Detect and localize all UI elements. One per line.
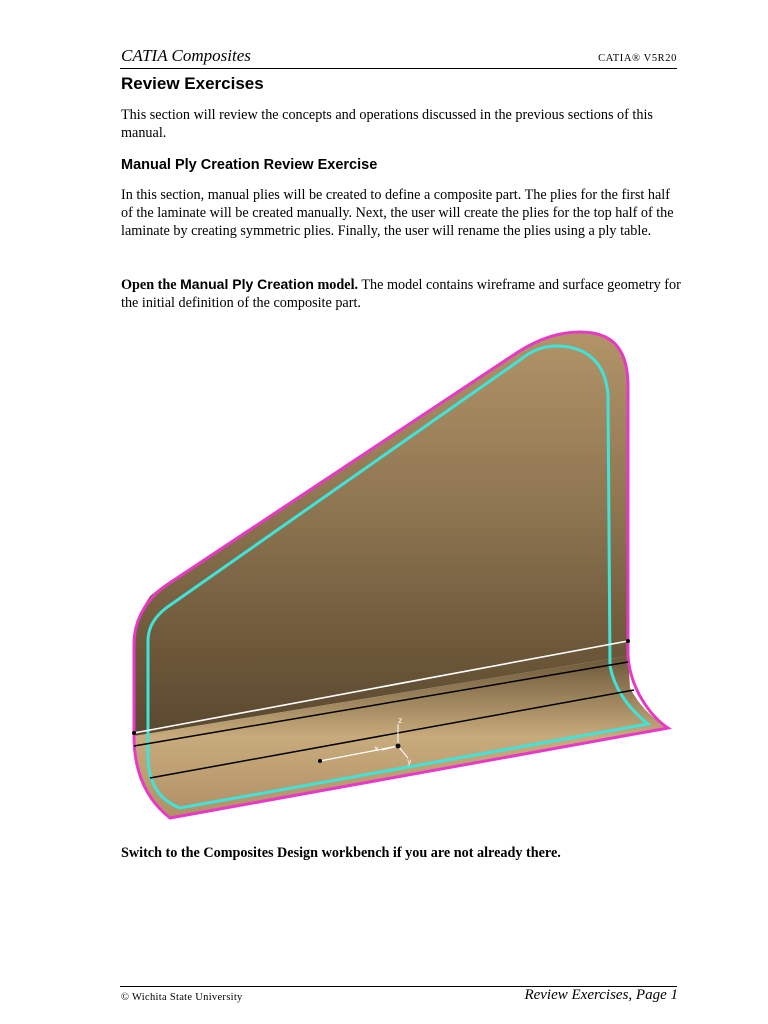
line-endpoint <box>132 731 136 735</box>
open-prefix: Open the <box>121 277 181 293</box>
model-name: Manual Ply Creation <box>180 276 314 292</box>
header-title: CATIA Composites <box>121 46 251 65</box>
axis-label-x: x <box>374 744 379 753</box>
subsection-title: Manual Ply Creation Review Exercise <box>121 157 378 173</box>
composite-part-figure <box>120 326 680 826</box>
open-suffix: model. <box>313 277 359 293</box>
footer-page: Review Exercises, Page 1 <box>524 987 678 1003</box>
body-paragraph: In this section, manual plies will be created to define a composite part. The plies for the first half of the laminate will be created manually. Next, the user will create the plies for the top half of the laminate by creating symmetric plies. Finally, the user will rename the plies using a ply table. <box>121 187 674 239</box>
header-version: CATIA® V5R20 <box>598 53 677 64</box>
line-endpoint <box>626 639 630 643</box>
intro-paragraph: This section will review the concepts and operations discussed in the previous sections of this manual. <box>121 107 653 141</box>
axis-label-z: z <box>398 716 403 725</box>
switch-instruction: Switch to the Composites Design workbench if you are not already there. <box>121 845 561 861</box>
section-title: Review Exercises <box>121 74 264 93</box>
line-endpoint <box>318 759 322 763</box>
axis-label-y: y <box>407 757 412 766</box>
open-rest: The model contains wireframe and surface geometry for the initial definition of the composite part. <box>121 277 681 311</box>
header-rule <box>120 68 677 69</box>
open-instruction <box>121 275 681 312</box>
footer-copyright: © Wichita State University <box>121 992 243 1003</box>
axis-origin <box>396 744 401 749</box>
